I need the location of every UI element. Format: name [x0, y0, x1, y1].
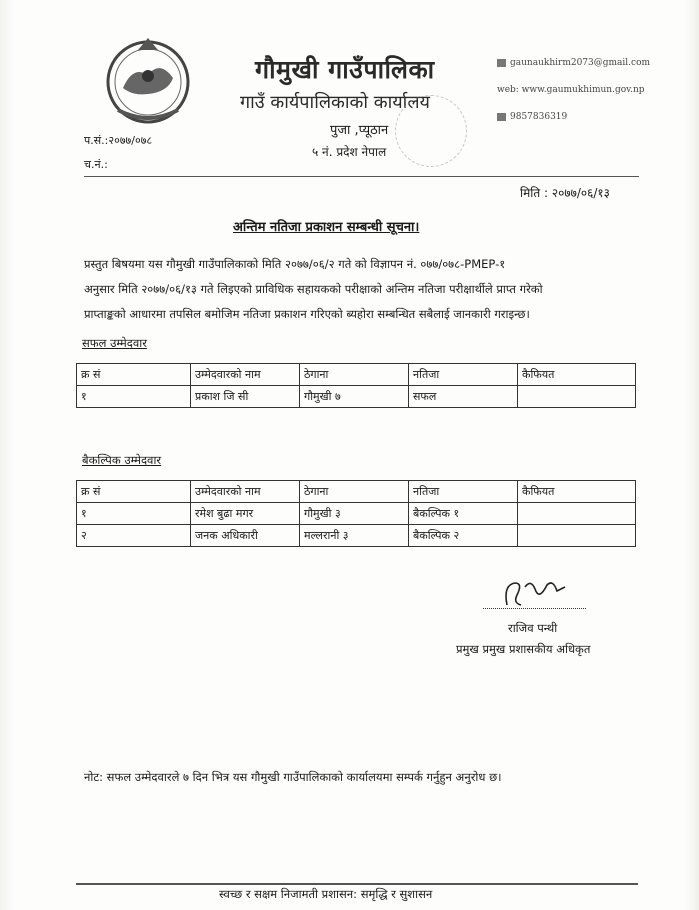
table-cell: १ [77, 386, 191, 408]
office-subtitle: गाउँ कार्यपालिकाको कार्यालय [240, 92, 430, 113]
table-cell [518, 503, 636, 525]
column-header: क्र सं [77, 364, 191, 386]
table-cell: सफल [409, 386, 518, 408]
column-header: उम्मेदवारको नाम [191, 481, 300, 503]
note-text: नोट: सफल उम्मेदवारले ७ दिन भित्र यस गौमुखी गाउँपालिकाको कार्यालयमा सम्पर्क गर्नुहुन अनुरोध छ। [84, 770, 502, 784]
column-header: नतिजा [409, 364, 518, 386]
table-cell: प्रकाश जि सी [191, 386, 300, 408]
table-cell: बैकल्पिक २ [409, 525, 518, 547]
notice-body [84, 252, 644, 327]
table-cell: रमेश बुढा मगर [191, 503, 300, 525]
contact-web: web: www.gaumukhimun.gov.np [497, 85, 645, 95]
column-header: नतिजा [409, 481, 518, 503]
patra-sankhya: प.सं.:२०७७/०७८ [84, 134, 153, 147]
column-header: कैफियत [518, 481, 636, 503]
notice-subject: अन्तिम नतिजा प्रकाशन सम्बन्धी सूचना। [233, 220, 420, 235]
contact-phone: 9857836319 [510, 112, 568, 122]
table-header-row [77, 481, 636, 503]
contact-email-row [497, 58, 650, 68]
table-row [77, 386, 636, 408]
table-header-row [77, 364, 636, 386]
table-cell: गौमुखी ७ [300, 386, 409, 408]
signatory-title: प्रमुख प्रमुख प्रशासकीय अधिकृत [456, 642, 591, 656]
office-stamp-icon [395, 95, 467, 167]
office-name: गौमुखी गाउँपालिका [255, 55, 435, 84]
signatory-name: राजिव पन्थी [508, 621, 558, 635]
column-header: ठेगाना [300, 364, 409, 386]
government-emblem-icon [98, 30, 198, 130]
chalani-number: च.नं.: [84, 158, 108, 171]
contact-email: gaunaukhirm2073@gmail.com [510, 58, 651, 68]
footer-divider [76, 883, 638, 885]
address-line-1: पुजा ,प्यूठान [330, 123, 389, 138]
address-line-2: ५ नं. प्रदेश नेपाल [312, 145, 387, 159]
successful-heading: सफल उम्मेदवार [82, 336, 147, 350]
alternate-heading: बैकल्पिक उम्मेदवार [82, 453, 162, 467]
date: मिति : २०७७/०६/१३ [520, 186, 610, 200]
email-icon [497, 59, 506, 67]
body-line: अनुसार मिति २०७७/०६/१३ गते लिइएको प्राविधिक सहायकको परीक्षाको अन्तिम नतिजा परीक्षार्थीले प्राप्त गरेको [84, 282, 543, 296]
table-cell: बैकल्पिक १ [409, 503, 518, 525]
column-header: कैफियत [518, 364, 636, 386]
table-cell [518, 386, 636, 408]
table-cell: जनक अधिकारी [191, 525, 300, 547]
table-cell: २ [77, 525, 191, 547]
alternate-table [76, 480, 636, 547]
table-row [77, 503, 636, 525]
body-line: प्रस्तुत बिषयमा यस गौमुखी गाउँपालिकाको मिति २०७७/०६/२ गते को विज्ञापन नं. ०७७/०७८-PMEP-१ [84, 257, 506, 271]
table-cell: गौमुखी ३ [300, 503, 409, 525]
column-header: उम्मेदवारको नाम [191, 364, 300, 386]
phone-icon [497, 113, 506, 121]
body-line: प्राप्ताङ्कको आधारमा तपसिल बमोजिम नतिजा प्रकाशन गरिएको ब्यहोरा सम्बन्धित सबैलाई जानकारी गराइन्छ। [84, 307, 530, 321]
contact-phone-row [497, 112, 567, 122]
column-header: क्र सं [77, 481, 191, 503]
table-row [77, 525, 636, 547]
signature-line [483, 608, 586, 609]
table-cell: १ [77, 503, 191, 525]
header-divider [84, 176, 639, 177]
successful-table [76, 363, 636, 408]
table-cell: मल्लरानी ३ [300, 525, 409, 547]
column-header: ठेगाना [300, 481, 409, 503]
footer-slogan: स्वच्छ र सक्षम निजामती प्रशासन: समृद्धि र सुशासन [219, 887, 433, 901]
signature-icon [495, 575, 575, 615]
table-cell [518, 525, 636, 547]
